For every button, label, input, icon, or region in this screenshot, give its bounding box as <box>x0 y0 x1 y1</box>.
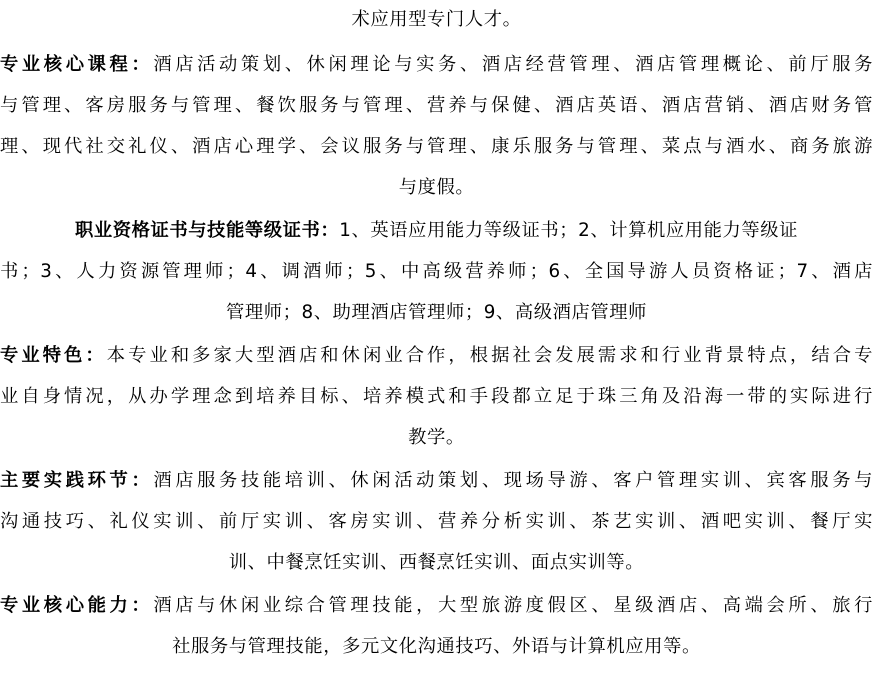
section-heading-core-abilities: 专业核心能力： <box>0 595 154 616</box>
heading-line-core-abilities <box>0 586 873 626</box>
line-text: 酒店活动策划、休闲理论与实务、酒店经营管理、酒店管理概论、前厅服务 <box>153 54 873 75</box>
text-line <box>0 627 873 667</box>
line-text: 酒店与休闲业综合管理技能，大型旅游度假区、星级酒店、高端会所、旅行 <box>153 595 873 616</box>
text-line <box>0 168 873 208</box>
section-heading-practice: 主要实践环节： <box>0 470 154 491</box>
text-line <box>0 418 873 458</box>
line-text: 理、现代社交礼仪、酒店心理学、会议服务与管理、康乐服务与管理、菜点与酒水、商务旅游 <box>0 136 873 157</box>
heading-line-core-courses <box>0 45 873 85</box>
line-text: 1、英语应用能力等级证书；2、计算机应用能力等级证 <box>339 220 799 241</box>
text-line <box>0 293 873 333</box>
line-text: 社服务与管理技能，多元文化沟通技巧、外语与计算机应用等。 <box>172 636 701 657</box>
text-line <box>0 127 873 167</box>
text-line <box>0 86 873 126</box>
heading-line-features <box>0 336 873 376</box>
line-text: 术应用型专门人才。 <box>351 9 522 30</box>
text-line <box>0 0 873 40</box>
line-text: 与管理、客房服务与管理、餐饮服务与管理、营养与保健、酒店英语、酒店营销、酒店财务管 <box>0 95 873 116</box>
line-text: 酒店服务技能培训、休闲活动策划、现场导游、客户管理实训、宾客服务与 <box>153 470 873 491</box>
line-text: 书；3、人力资源管理师；4、调酒师；5、中高级营养师；6、全国导游人员资格证；7、酒店 <box>0 261 873 282</box>
text-line <box>0 377 873 417</box>
text-line <box>0 543 873 583</box>
line-text: 本专业和多家大型酒店和休闲业合作，根据社会发展需求和行业背景特点，结合专 <box>106 345 873 366</box>
section-heading-core-courses: 专业核心课程： <box>0 54 154 75</box>
heading-line-certificates <box>0 211 873 251</box>
line-text: 与度假。 <box>398 177 475 198</box>
line-text: 训、中餐烹饪实训、西餐烹饪实训、面点实训等。 <box>228 552 645 573</box>
line-text: 业自身情况，从办学理念到培养目标、培养模式和手段都立足于珠三角及沿海一带的实际进行 <box>0 386 873 407</box>
text-line <box>0 252 873 292</box>
text-line <box>0 502 873 542</box>
section-heading-features: 专业特色： <box>0 345 107 366</box>
line-text: 教学。 <box>408 427 465 448</box>
line-text: 管理师；8、助理酒店管理师；9、高级酒店管理师 <box>226 302 647 323</box>
section-heading-certificates: 职业资格证书与技能等级证书： <box>74 220 340 241</box>
heading-line-practice <box>0 461 873 501</box>
line-text: 沟通技巧、礼仪实训、前厅实训、客房实训、营养分析实训、茶艺实训、酒吧实训、餐厅实 <box>0 511 873 532</box>
